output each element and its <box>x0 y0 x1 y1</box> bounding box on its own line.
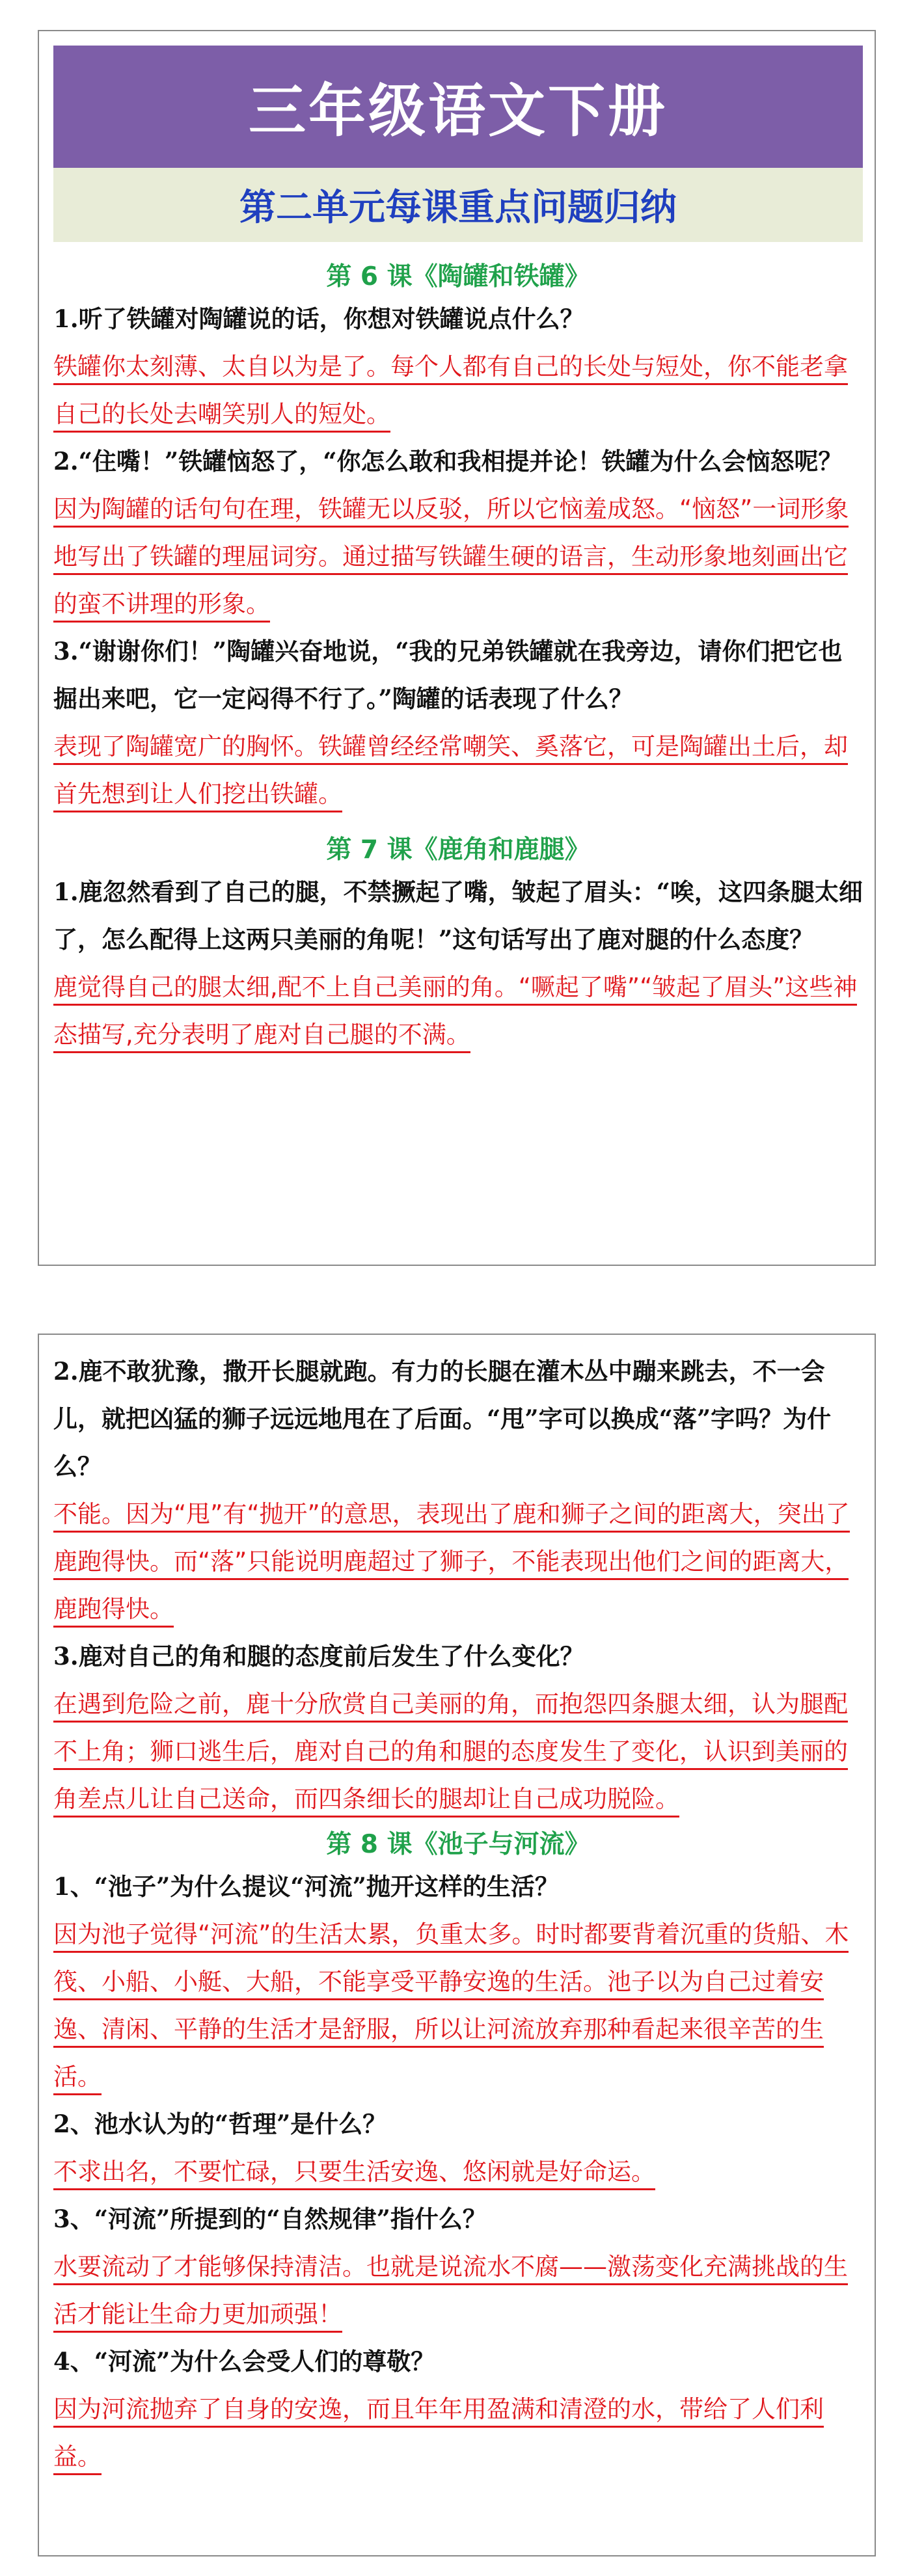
lesson-7-answer-3: 在遇到危险之前，鹿十分欣赏自己美丽的角，而抱怨四条腿太细，认为腿配不上角；狮口逃生后，鹿对自己的角和腿的态度发生了变化，认识到美丽的角差点儿让自己送命，而四条细长的腿却让自己成功脱险。 <box>53 1680 863 1823</box>
page-card-2 <box>38 1334 876 2556</box>
lesson-7-heading: 第 7 课《鹿角和鹿腿》 <box>326 835 590 865</box>
lesson-8-answer-2: 不求出名，不要忙碌，只要生活安逸、悠闲就是好命运。 <box>53 2148 863 2195</box>
lesson-7-answer-2: 不能。因为“甩”有“抛开”的意思，表现出了鹿和狮子之间的距离大，突出了鹿跑得快。而“落”只能说明鹿超过了狮子，不能表现出他们之间的距离大，鹿跑得快。 <box>53 1490 863 1633</box>
lesson-7-answer-1: 鹿觉得自己的腿太细,配不上自己美丽的角。“噘起了嘴”“皱起了眉头”这些神态描写,充分表明了鹿对自己腿的不满。 <box>53 963 863 1058</box>
lesson-6-question-3: 3.“谢谢你们！”陶罐兴奋地说，“我的兄弟铁罐就在我旁边，请你们把它也掘出来吧，它一定闷得不行了。”陶罐的话表现了什么？ <box>53 637 843 713</box>
card2-content <box>53 1348 863 2480</box>
lesson-8-answer-4: 因为河流抛弃了自身的安逸，而且年年用盈满和清澄的水，带给了人们利益。 <box>53 2385 863 2480</box>
lesson-7-question-1: 1.鹿忽然看到了自己的腿，不禁撅起了嘴，皱起了眉头：“唉，这四条腿太细了，怎么配得上这两只美丽的角呢！”这句话写出了鹿对腿的什么态度？ <box>53 878 863 954</box>
lesson-8-question-4: 4、“河流”为什么会受人们的尊敬？ <box>53 2347 435 2376</box>
lesson-8-question-3: 3、“河流”所提到的“自然规律”指什么？ <box>53 2205 487 2233</box>
subtitle-banner <box>53 168 863 242</box>
lesson-8-heading: 第 8 课《池子与河流》 <box>326 1830 590 1859</box>
page-title: 三年级语文下册 <box>248 77 668 144</box>
lesson-6-answer-3: 表现了陶罐宽广的胸怀。铁罐曾经经常嘲笑、奚落它，可是陶罐出土后，却首先想到让人们挖出铁罐。 <box>53 723 863 818</box>
lesson-7-question-2: 2.鹿不敢犹豫，撒开长腿就跑。有力的长腿在灌木丛中蹦来跳去，不一会儿，就把凶猛的狮子远远地甩在了后面。“甩”字可以换成“落”字吗？为什么？ <box>53 1357 832 1481</box>
page-card-1 <box>38 30 876 1266</box>
lesson-6-answer-1: 铁罐你太刻薄、太自以为是了。每个人都有自己的长处与短处，你不能老拿自己的长处去嘲笑别人的短处。 <box>53 343 863 438</box>
lesson-6-heading: 第 6 课《陶罐和铁罐》 <box>326 262 590 291</box>
lesson-8-question-1: 1、“池子”为什么提议“河流”抛开这样的生活？ <box>53 1872 559 1901</box>
lesson-8-answer-1: 因为池子觉得“河流”的生活太累，负重太多。时时都要背着沉重的货船、木筏、小船、小艇、大船，不能享受平静安逸的生活。池子以为自己过着安逸、清闲、平静的生活才是舒服，所以让河流放弃那种看起来很辛苦的生活。 <box>53 1911 863 2100</box>
title-banner <box>53 46 863 168</box>
lesson-6-question-1: 1.听了铁罐对陶罐说的话，你想对铁罐说点什么？ <box>53 304 584 333</box>
lesson-6-question-2: 2.“住嘴！”铁罐恼怒了，“你怎么敢和我相提并论！铁罐为什么会恼怒呢？ <box>53 447 843 476</box>
lesson-7-question-3: 3.鹿对自己的角和腿的态度前后发生了什么变化？ <box>53 1642 584 1670</box>
lesson-8-answer-3: 水要流动了才能够保持清洁。也就是说流水不腐——激荡变化充满挑战的生活才能让生命力更加顽强！ <box>53 2243 863 2338</box>
page-subtitle: 第二单元每课重点问题归纳 <box>239 186 677 229</box>
lesson-6-answer-2: 因为陶罐的话句句在理，铁罐无以反驳，所以它恼羞成怒。“恼怒”一词形象地写出了铁罐的理屈词穷。通过描写铁罐生硬的语言，生动形象地刻画出它的蛮不讲理的形象。 <box>53 485 863 628</box>
card1-content <box>53 259 863 1058</box>
lesson-8-question-2: 2、池水认为的“哲理”是什么？ <box>53 2110 387 2138</box>
